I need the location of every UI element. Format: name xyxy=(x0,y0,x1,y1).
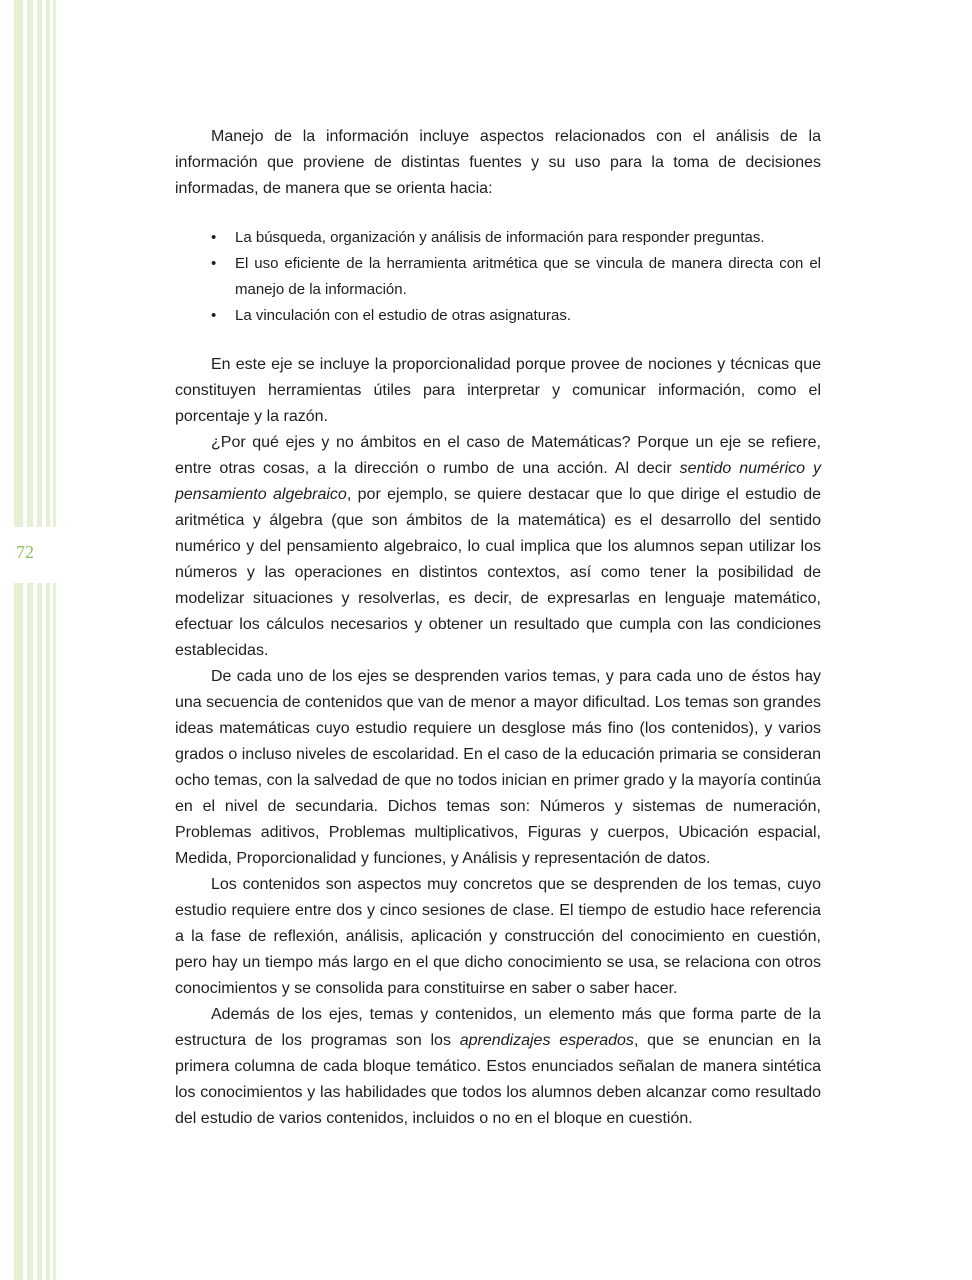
paragraph-text: , por ejemplo, se quiere destacar que lo que dirige el estudio de aritmética y álgebra (que son ámbitos de la matemática) es el desarrollo del sentido numérico y del pensamiento algebraico, lo cual implica que los alumnos sepan utilizar los números y las operaciones en distintos contextos, así como tener la posibilidad de modelizar situaciones y resolverlas, es decir, de expresarlas en lenguaje matemático, efectuar los cálculos necesarios y obtener un resultado que cumpla con las condiciones establecidas. xyxy=(175,486,822,659)
list-item: • La vinculación con el estudio de otras asignaturas. xyxy=(235,303,821,329)
margin-stripe xyxy=(37,0,42,1280)
paragraph-contenidos: Los contenidos son aspectos muy concretos que se desprenden de los temas, cuyo estudio requiere entre dos y cinco sesiones de clase. El tiempo de estudio hace referencia a la fase de reflexión, análisis, aplicación y construcción del conocimiento en cuestión, pero hay un tiempo más largo en el que dicho conocimiento se usa, se relaciona con otros conocimientos y se consolida para constituirse en saber o saber hacer. xyxy=(175,876,821,997)
margin-stripe xyxy=(46,0,50,1280)
paragraph-text: Además de los ejes, temas y contenidos, un elemento más que forma parte de la estructura de los programas son los xyxy=(175,1006,821,1049)
emphasis-text: aprendizajes esperados xyxy=(459,1032,634,1049)
margin-stripe xyxy=(53,0,56,1280)
body-text xyxy=(175,124,821,1132)
margin-stripes xyxy=(0,0,60,1280)
paragraph-aprendizajes xyxy=(175,1002,821,1132)
page-number: 72 xyxy=(16,542,34,562)
paragraph-temas: De cada uno de los ejes se desprenden varios temas, y para cada uno de éstos hay una secuencia de contenidos que van de menor a mayor dificultad. Los temas son grandes ideas matemáticas cuyo estudio requiere un desglose más fino (los contenidos), y varios grados o incluso niveles de escolaridad. En el caso de la educación primaria se consideran ocho temas, con la salvedad de que no todos inician en primer grado y la mayoría continúa en el nivel de secundaria. Dichos temas son: Números y sistemas de numeración, Problemas aditivos, Problemas multiplicativos, Figuras y cuerpos, Ubicación espacial, Medida, Proporcionalidad y funciones, y Análisis y representación de datos. xyxy=(175,668,821,867)
paragraph-proporcionalidad: En este eje se incluye la proporcionalidad porque provee de nociones y técnicas que constituyen herramientas útiles para interpretar y comunicar información, como el porcentaje y la razón. xyxy=(175,356,821,425)
paragraph-ejes xyxy=(175,430,821,664)
intro-paragraph: Manejo de la información incluye aspectos relacionados con el análisis de la información que proviene de distintas fuentes y su uso para la toma de decisiones informadas, de manera que se orienta hacia: xyxy=(175,128,821,197)
paragraph-text: ¿Por qué ejes y no ámbitos en el caso de Matemáticas? Porque un eje se refiere, entre otras cosas, a la dirección o rumbo de una acción. Al decir xyxy=(175,434,821,477)
emphasis-text: sentido numérico y pensamiento algebraico xyxy=(175,460,821,503)
list-item: • El uso eficiente de la herramienta aritmética que se vincula de manera directa con el manejo de la información. xyxy=(235,251,821,303)
paragraph-text: , que se enuncian en la primera columna de cada bloque temático. Estos enunciados señalan de manera sintética los conocimientos y las habilidades que todos los alumnos deben alcanzar como resultado del estudio de varios contenidos, incluidos o no en el bloque en cuestión. xyxy=(175,1032,821,1127)
margin-stripe xyxy=(27,0,33,1280)
margin-stripe xyxy=(14,0,23,1280)
bullet-list xyxy=(175,225,821,329)
list-item: • La búsqueda, organización y análisis de información para responder preguntas. xyxy=(235,225,821,251)
